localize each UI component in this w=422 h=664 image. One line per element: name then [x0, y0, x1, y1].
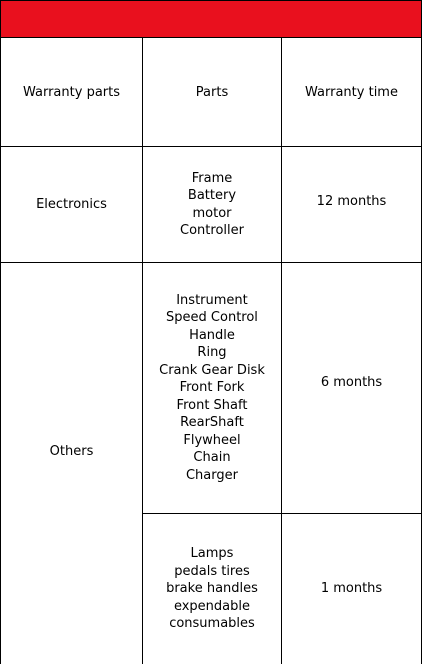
warranty-time: 1 months [320, 581, 383, 597]
parts-list: Lamps pedals tires brake handles expendable consumables [166, 546, 258, 632]
column-header-parts: Parts [195, 84, 229, 100]
column-header-warranty-parts: Warranty parts [22, 84, 120, 100]
category-others: Others [49, 444, 94, 460]
warranty-time: 12 months [316, 194, 387, 210]
parts-list: Frame Battery motor Controller [180, 170, 244, 238]
header-bar [0, 0, 422, 38]
category-electronics: Electronics [36, 196, 107, 212]
column-header-warranty-time: Warranty time [305, 84, 398, 100]
parts-list: Instrument Speed Control Handle Ring Crank Gear Disk Front Fork Front Shaft RearShaft Flywheel Chain Charger [159, 292, 265, 483]
warranty-time: 6 months [320, 375, 383, 391]
